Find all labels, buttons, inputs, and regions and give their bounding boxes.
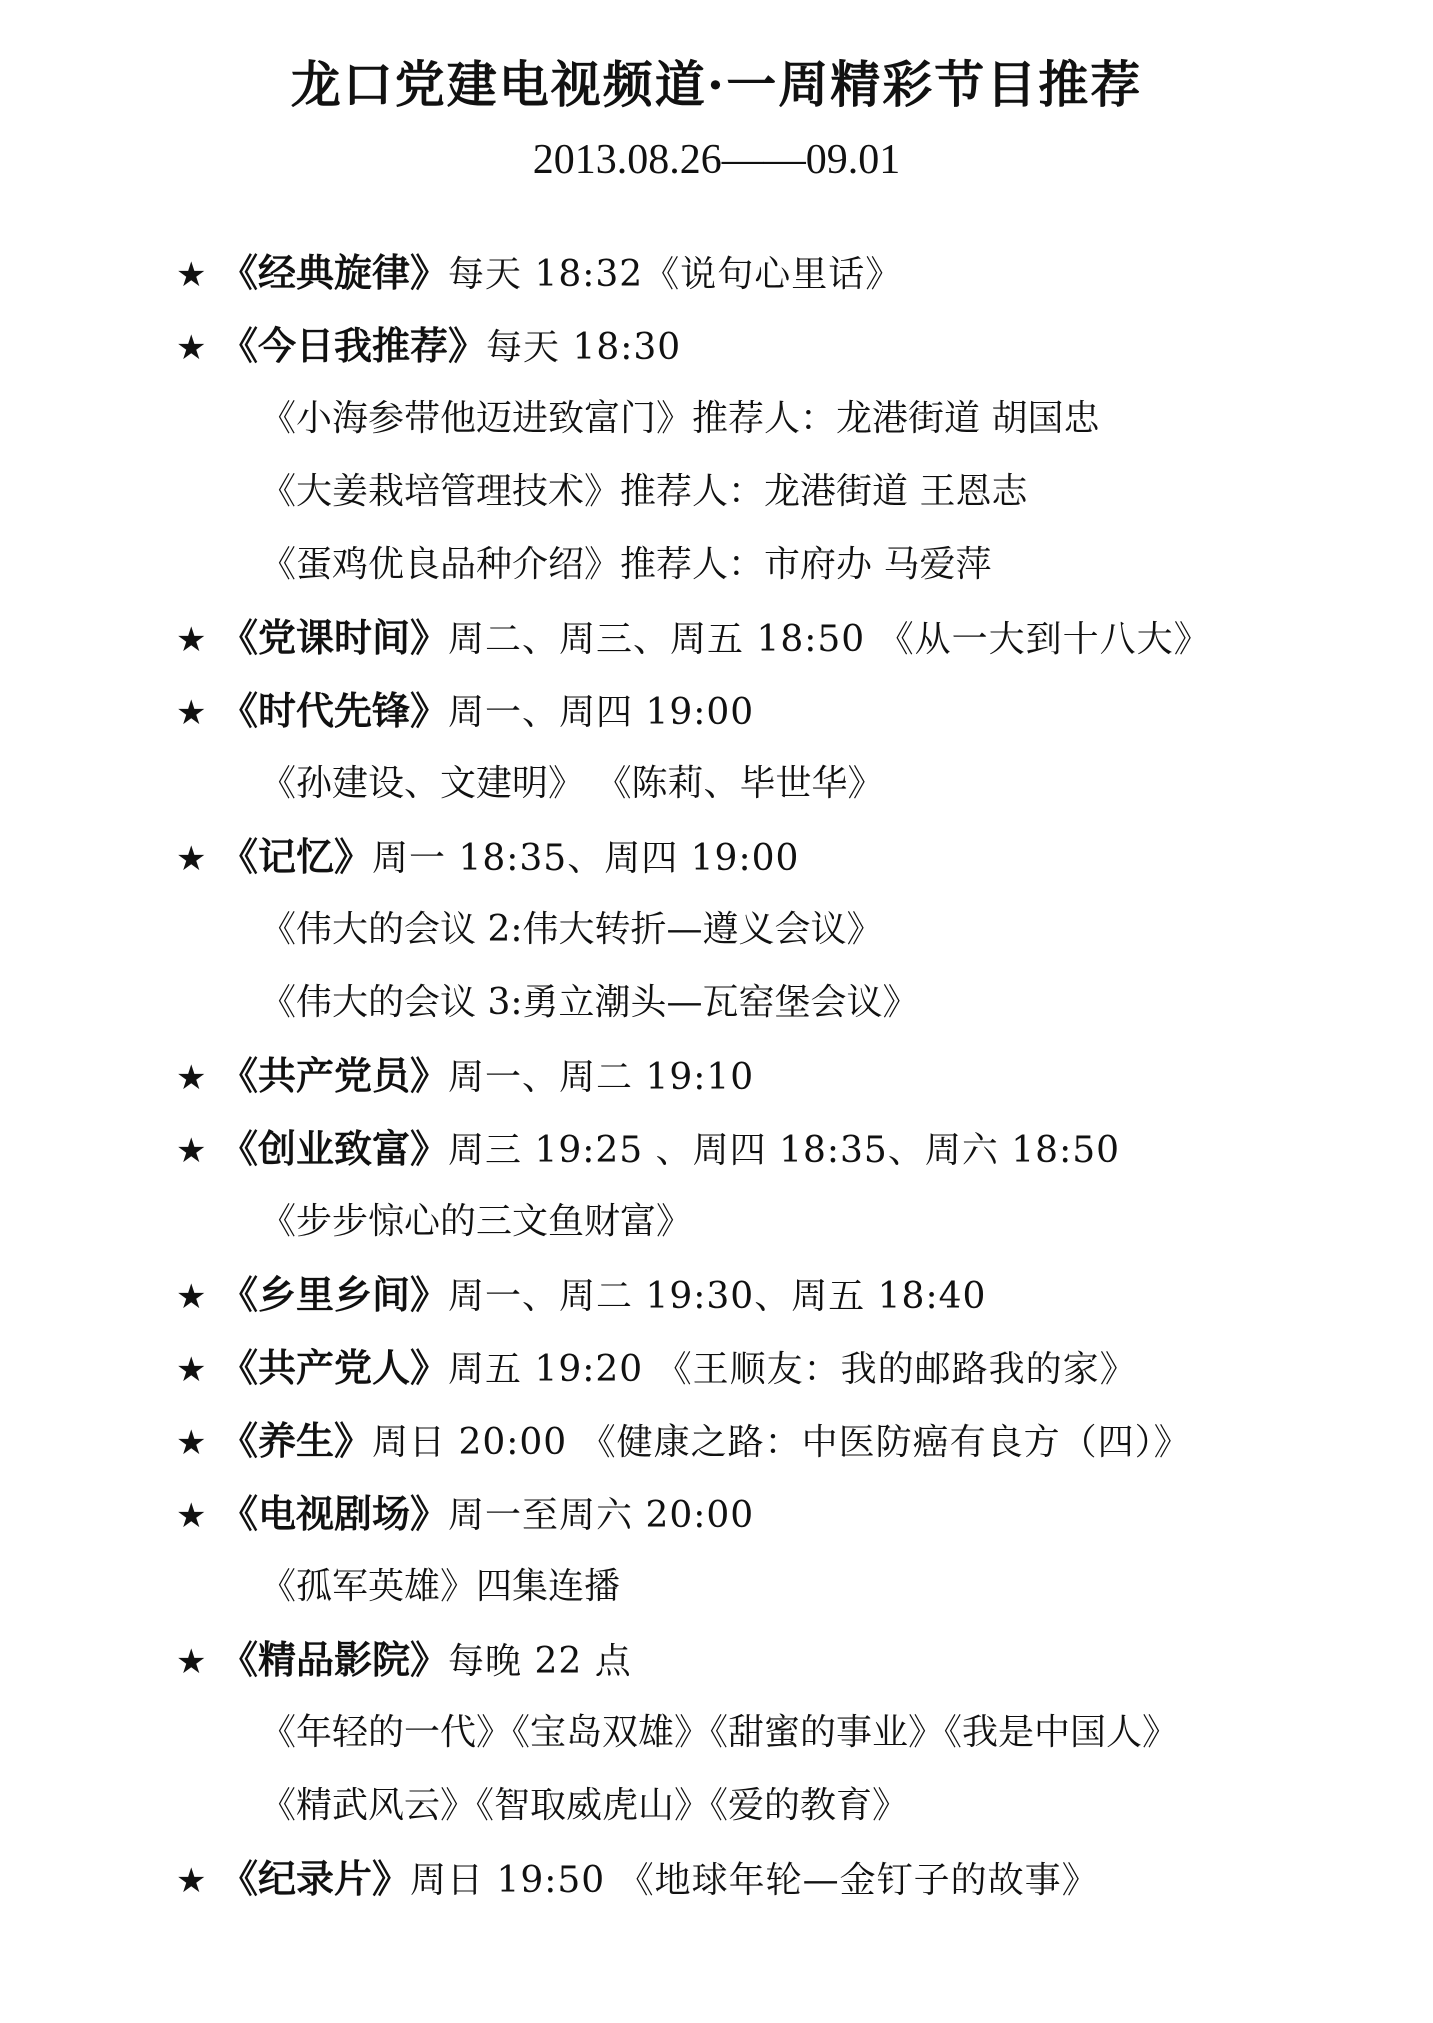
program-line <box>176 1258 1416 1331</box>
program-detail: 每天 18:30 <box>486 327 682 368</box>
program-detail: 周五 19:20 《王顺友：我的邮路我的家》 <box>448 1349 1137 1390</box>
program-name: 《精品影院》 <box>220 1637 449 1682</box>
program-line <box>176 1331 1416 1404</box>
program-detail: 周一、周二 19:30、周五 18:40 <box>448 1276 987 1317</box>
episode-line: 《伟大的会议 2:伟大转折—遵义会议》 <box>260 909 883 950</box>
program-name: 《党课时间》 <box>220 615 449 660</box>
program-line <box>176 674 1416 747</box>
program-name: 《记忆》 <box>220 834 373 879</box>
program-line <box>176 1404 1416 1477</box>
program-name: 《纪录片》 <box>220 1856 411 1901</box>
episode-line: 《孤军英雄》四集连播 <box>260 1566 621 1607</box>
program-line <box>176 1842 1416 1915</box>
star-icon: ★ <box>176 1058 207 1098</box>
episode-line: 《精武风云》《智取威虎山》《爱的教育》 <box>260 1785 909 1826</box>
star-icon: ★ <box>176 693 207 733</box>
episode-line: 《孙建设、文建明》 《陈莉、毕世华》 <box>260 763 884 804</box>
program-line <box>176 1112 1416 1185</box>
program-list <box>176 236 1416 1915</box>
star-icon: ★ <box>176 1423 207 1463</box>
star-icon: ★ <box>176 328 207 368</box>
program-name: 《共产党人》 <box>220 1345 449 1390</box>
program-name: 《时代先锋》 <box>220 688 449 733</box>
episode-line: 《年轻的一代》《宝岛双雄》《甜蜜的事业》《我是中国人》 <box>260 1712 1179 1753</box>
program-name: 《电视剧场》 <box>220 1491 449 1536</box>
program-detail: 每天 18:32《说句心里话》 <box>448 254 903 295</box>
program-line <box>176 309 1416 382</box>
program-line <box>176 236 1416 309</box>
program-name: 《经典旋律》 <box>220 250 449 295</box>
star-icon: ★ <box>176 1861 207 1901</box>
program-detail: 周三 19:25 、周四 18:35、周六 18:50 <box>448 1130 1121 1171</box>
program-detail: 周日 19:50 《地球年轮—金钉子的故事》 <box>410 1860 1099 1901</box>
document-title: 龙口党建电视频道·一周精彩节目推荐 <box>290 55 1143 114</box>
program-detail: 周一、周二 19:10 <box>448 1057 755 1098</box>
program-name: 《乡里乡间》 <box>220 1272 449 1317</box>
program-line <box>176 820 1416 893</box>
episode-line: 《伟大的会议 3:勇立潮头—瓦窑堡会议》 <box>260 982 919 1023</box>
program-name: 《养生》 <box>220 1418 373 1463</box>
program-detail: 周一、周四 19:00 <box>448 692 755 733</box>
program-detail: 周一至周六 20:00 <box>448 1495 755 1536</box>
program-line <box>176 1039 1416 1112</box>
program-name: 《共产党员》 <box>220 1053 449 1098</box>
episode-line: 《步步惊心的三文鱼财富》 <box>260 1201 693 1242</box>
star-icon: ★ <box>176 1277 207 1317</box>
episode-line: 《大姜栽培管理技术》推荐人：龙港街道 王恩志 <box>260 471 1028 512</box>
program-name: 《创业致富》 <box>220 1126 449 1171</box>
program-detail: 每晚 22 点 <box>448 1641 632 1682</box>
program-detail: 周二、周三、周五 18:50 《从一大到十八大》 <box>448 619 1211 660</box>
program-line <box>176 1623 1416 1696</box>
star-icon: ★ <box>176 1496 207 1536</box>
program-name: 《今日我推荐》 <box>220 323 487 368</box>
star-icon: ★ <box>176 1131 207 1171</box>
star-icon: ★ <box>176 620 207 660</box>
star-icon: ★ <box>176 255 207 295</box>
episode-line: 《蛋鸡优良品种介绍》推荐人：市府办 马爱萍 <box>260 544 992 585</box>
program-line <box>176 601 1416 674</box>
episode-line: 《小海参带他迈进致富门》推荐人：龙港街道 胡国忠 <box>260 398 1100 439</box>
star-icon: ★ <box>176 839 207 879</box>
program-detail: 周日 20:00 《健康之路：中医防癌有良方（四）》 <box>372 1422 1191 1463</box>
program-line <box>176 1477 1416 1550</box>
star-icon: ★ <box>176 1350 207 1390</box>
star-icon: ★ <box>176 1642 207 1682</box>
program-detail: 周一 18:35、周四 19:00 <box>372 838 800 879</box>
date-range: 2013.08.26——09.01 <box>532 137 901 183</box>
